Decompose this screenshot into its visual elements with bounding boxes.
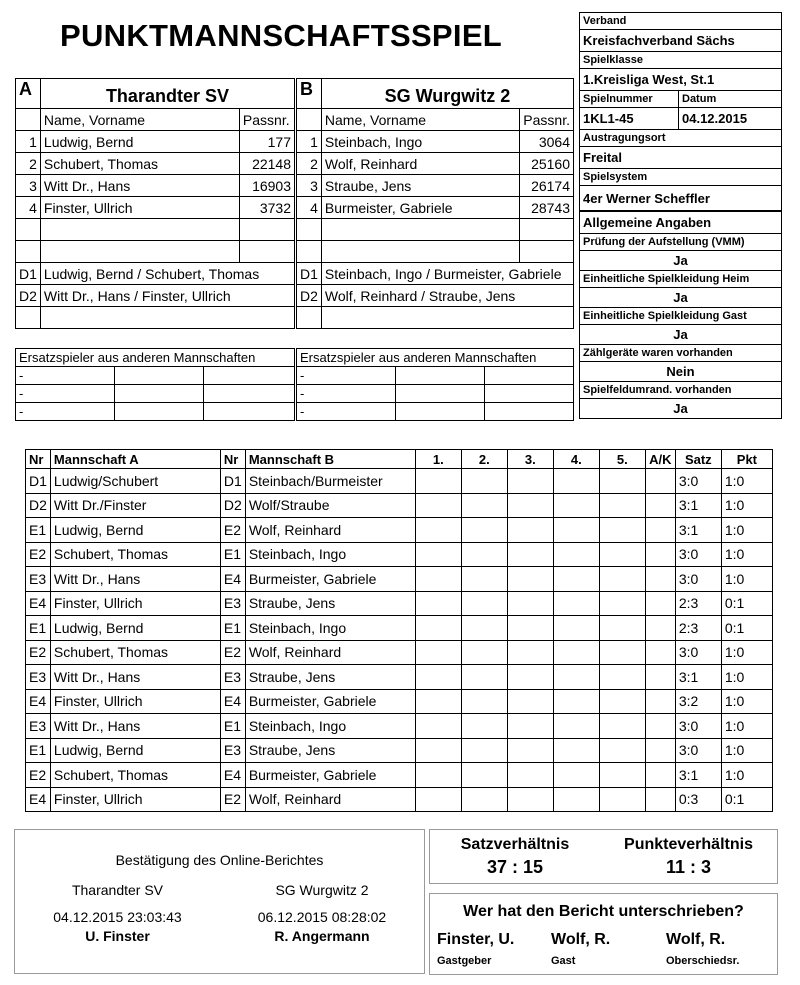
table-row: 2 Wolf, Reinhard 25160 [297,153,574,175]
match-satz: 3:0 [675,714,721,739]
set-3 [507,640,553,665]
set-2 [461,689,507,714]
set-4 [553,469,599,494]
ak [645,542,675,567]
set-4 [553,738,599,763]
set-1 [415,493,461,518]
match-pkt: 1:0 [721,518,772,543]
ersatz-a-table: Ersatzspieler aus anderen Mannschaften - - - [15,348,295,421]
match-satz: 2:3 [675,616,721,641]
table-row [26,763,773,788]
ak [645,787,675,812]
match-nr-a: E4 [26,689,51,714]
match-pkt: 1:0 [721,714,772,739]
doubles-pair: Steinbach, Ingo / Burmeister, Gabriele [321,263,573,285]
table-row [26,542,773,567]
signatures-title: Wer hat den Bericht unterschrieben? [463,903,744,920]
match-nr-b: E1 [220,714,245,739]
set-5 [599,518,645,543]
match-nr-a: E1 [26,738,51,763]
set-1 [415,518,461,543]
player-pass: 26174 [520,175,574,197]
ak [645,665,675,690]
datum-label: Datum [679,91,782,108]
team-b-table [296,78,574,329]
set-3 [507,469,553,494]
confirm-time-b: 06.12.2015 08:28:02 [257,909,387,925]
player-name: Burmeister, Gabriele [321,197,519,219]
role-1: Gastgeber [437,955,492,967]
set-1 [415,689,461,714]
match-player-b: Wolf/Straube [245,493,415,518]
match-pkt: 1:0 [721,469,772,494]
match-satz: 3:2 [675,689,721,714]
ak [645,714,675,739]
set-5 [599,787,645,812]
system-value: 4er Werner Scheffler [580,186,782,212]
player-pass: 25160 [520,153,574,175]
match-pkt: 1:0 [721,665,772,690]
set-5 [599,591,645,616]
match-nr-b: E3 [220,665,245,690]
set-3 [507,493,553,518]
set-5 [599,763,645,788]
table-row: 3 Witt Dr., Hans 16903 [16,175,295,197]
match-player-a: Witt Dr., Hans [50,567,220,592]
match-satz: 3:1 [675,518,721,543]
set-4 [553,591,599,616]
player-name: Finster, Ullrich [40,197,239,219]
match-nr-b: E2 [220,787,245,812]
player-name: Ludwig, Bernd [40,131,239,153]
set-3 [507,542,553,567]
match-player-b: Steinbach/Burmeister [245,469,415,494]
team-a-table [15,78,295,329]
match-player-a: Finster, Ullrich [50,591,220,616]
set-2 [461,542,507,567]
matches-table [25,449,773,812]
set-2 [461,763,507,788]
punkte-total: 11 : 3 [665,857,712,877]
match-player-b: Straube, Jens [245,591,415,616]
match-satz: 3:1 [675,665,721,690]
allgemein-heading: Allgemeine Angaben [580,211,782,234]
team-a-name: Tharandter SV [40,79,294,109]
player-pass: 22148 [239,153,294,175]
set-3 [507,689,553,714]
match-nr-b: E3 [220,738,245,763]
system-label: Spielsystem [580,169,782,186]
match-nr-b: E1 [220,616,245,641]
match-satz: 3:0 [675,542,721,567]
player-name: Straube, Jens [321,175,519,197]
ak [645,591,675,616]
player-pass: 3732 [239,197,294,219]
match-nr-a: E3 [26,665,51,690]
set-1 [415,591,461,616]
table-row [26,591,773,616]
signer-1: Finster, U. [437,931,515,948]
col-pass-header: Passnr. [239,109,294,131]
match-info-panel [579,12,782,419]
table-row [26,714,773,739]
spielklasse-label: Spielklasse [580,52,782,69]
set-5 [599,567,645,592]
match-nr-b: E1 [220,542,245,567]
match-player-a: Ludwig/Schubert [50,469,220,494]
table-row [26,469,773,494]
ak [645,616,675,641]
match-satz: 3:1 [675,493,721,518]
match-nr-a: E4 [26,787,51,812]
set-3 [507,591,553,616]
set-4 [553,665,599,690]
set-5 [599,542,645,567]
role-2: Gast [551,955,576,967]
set-2 [461,493,507,518]
set-4 [553,714,599,739]
match-pkt: 1:0 [721,763,772,788]
table-row: 4 Burmeister, Gabriele 28743 [297,197,574,219]
set-2 [461,591,507,616]
match-satz: 3:0 [675,567,721,592]
match-nr-b: E2 [220,518,245,543]
match-nr-b: D2 [220,493,245,518]
table-row: 4 Finster, Ullrich 3732 [16,197,295,219]
ersatz-a-label: Ersatzspieler aus anderen Mannschaften [16,349,295,367]
ak [645,689,675,714]
table-row: 1 Steinbach, Ingo 3064 [297,131,574,153]
set-1 [415,665,461,690]
match-player-b: Straube, Jens [245,738,415,763]
match-nr-a: E2 [26,640,51,665]
player-pass: 16903 [239,175,294,197]
match-pkt: 1:0 [721,689,772,714]
set-1 [415,640,461,665]
table-row: 3 Straube, Jens 26174 [297,175,574,197]
confirm-person-b: R. Angermann [274,928,370,944]
set-1 [415,763,461,788]
match-pkt: 0:1 [721,787,772,812]
team-b-name: SG Wurgwitz 2 [321,79,573,109]
match-nr-b: D1 [220,469,245,494]
confirm-person-a: U. Finster [85,928,150,944]
set-2 [461,567,507,592]
table-row: 1 Ludwig, Bernd 177 [16,131,295,153]
match-player-a: Schubert, Thomas [50,640,220,665]
set-3 [507,665,553,690]
role-3: Oberschiedsr. [666,955,740,967]
match-nr-b: E4 [220,567,245,592]
match-nr-b: E3 [220,591,245,616]
table-row: D2 Wolf, Reinhard / Straube, Jens [297,285,574,307]
set-4 [553,763,599,788]
q5-label: Spielfeldumrand. vorhanden [580,382,782,399]
match-satz: 3:0 [675,640,721,665]
set-2 [461,616,507,641]
set-4 [553,493,599,518]
match-satz: 3:0 [675,738,721,763]
set-5 [599,493,645,518]
match-player-a: Ludwig, Bernd [50,738,220,763]
match-nr-a: D1 [26,469,51,494]
doubles-pair: Wolf, Reinhard / Straube, Jens [321,285,573,307]
set-2 [461,665,507,690]
player-name: Steinbach, Ingo [321,131,519,153]
confirm-time-a: 04.12.2015 23:03:43 [53,909,182,925]
set-4 [553,542,599,567]
q1-answer: Ja [580,251,782,271]
match-nr-a: D2 [26,493,51,518]
matches-header: Nr Mannschaft A Nr Mannschaft B 1. 2. 3. 4. 5. A/K Satz Pkt [26,450,773,469]
match-satz: 0:3 [675,787,721,812]
team-b-letter: B [297,79,322,109]
set-3 [507,763,553,788]
set-5 [599,738,645,763]
match-player-b: Steinbach, Ingo [245,542,415,567]
table-row [26,689,773,714]
match-nr-a: E3 [26,567,51,592]
set-3 [507,616,553,641]
q2-label: Einheitliche Spielkleidung Heim [580,271,782,288]
match-nr-a: E1 [26,616,51,641]
ak [645,640,675,665]
match-player-a: Witt Dr., Hans [50,714,220,739]
match-player-a: Witt Dr./Finster [50,493,220,518]
set-2 [461,640,507,665]
set-1 [415,787,461,812]
table-row [26,738,773,763]
match-player-a: Finster, Ullrich [50,689,220,714]
set-1 [415,616,461,641]
ak [645,763,675,788]
set-5 [599,469,645,494]
col-pass-header: Passnr. [520,109,574,131]
match-pkt: 0:1 [721,591,772,616]
set-3 [507,518,553,543]
match-player-b: Burmeister, Gabriele [245,689,415,714]
q3-label: Einheitliche Spielkleidung Gast [580,308,782,325]
set-5 [599,714,645,739]
q2-answer: Ja [580,288,782,308]
ak [645,493,675,518]
ort-value: Freital [580,147,782,169]
player-name: Witt Dr., Hans [40,175,239,197]
match-pkt: 0:1 [721,616,772,641]
match-pkt: 1:0 [721,493,772,518]
set-1 [415,542,461,567]
signer-2: Wolf, R. [551,931,611,948]
ak [645,738,675,763]
satz-label: Satzverhältnis [460,836,570,853]
player-name: Wolf, Reinhard [321,153,519,175]
set-5 [599,665,645,690]
table-row [26,518,773,543]
set-2 [461,518,507,543]
player-pass: 177 [239,131,294,153]
ak [645,518,675,543]
ersatz-b-label: Ersatzspieler aus anderen Mannschaften [297,349,574,367]
set-2 [461,787,507,812]
ersatz-b-table: Ersatzspieler aus anderen Mannschaften - - - [296,348,574,421]
datum-value: 04.12.2015 [679,108,782,130]
match-nr-b: E4 [220,763,245,788]
table-row [26,616,773,641]
match-satz: 2:3 [675,591,721,616]
match-player-a: Witt Dr., Hans [50,665,220,690]
set-3 [507,738,553,763]
table-row [26,665,773,690]
match-nr-a: E2 [26,763,51,788]
set-4 [553,787,599,812]
confirm-team-a: Tharandter SV [71,882,164,898]
match-nr-a: E3 [26,714,51,739]
set-4 [553,518,599,543]
doubles-pair: Ludwig, Bernd / Schubert, Thomas [40,263,294,285]
ak [645,469,675,494]
set-2 [461,738,507,763]
match-pkt: 1:0 [721,640,772,665]
page-title: PUNKTMANNSCHAFTSSPIEL [60,18,503,53]
signatures-box [429,893,778,975]
table-row: D1 Ludwig, Bernd / Schubert, Thomas [16,263,295,285]
match-player-b: Steinbach, Ingo [245,616,415,641]
signer-3: Wolf, R. [666,931,726,948]
confirmation-box [14,829,425,974]
set-3 [507,787,553,812]
set-5 [599,640,645,665]
team-a-letter: A [16,79,41,109]
match-player-a: Ludwig, Bernd [50,518,220,543]
match-pkt: 1:0 [721,738,772,763]
table-row [26,567,773,592]
set-4 [553,640,599,665]
match-satz: 3:1 [675,763,721,788]
match-player-b: Wolf, Reinhard [245,640,415,665]
match-player-b: Burmeister, Gabriele [245,567,415,592]
doubles-pair: Witt Dr., Hans / Finster, Ullrich [40,285,294,307]
table-row: D2 Witt Dr., Hans / Finster, Ullrich [16,285,295,307]
table-row [26,640,773,665]
match-player-b: Steinbach, Ingo [245,714,415,739]
ak [645,567,675,592]
spielnummer-label: Spielnummer [580,91,679,108]
set-1 [415,714,461,739]
verband-label: Verband [580,13,782,30]
match-player-a: Ludwig, Bernd [50,616,220,641]
ort-label: Austragungsort [580,130,782,147]
match-player-b: Wolf, Reinhard [245,787,415,812]
set-4 [553,689,599,714]
spielklasse-value: 1.Kreisliga West, St.1 [580,69,782,91]
table-row [26,787,773,812]
table-row: 2 Schubert, Thomas 22148 [16,153,295,175]
match-nr-a: E2 [26,542,51,567]
confirmation-title: Bestätigung des Online-Berichtes [115,852,324,868]
set-2 [461,469,507,494]
match-pkt: 1:0 [721,567,772,592]
confirm-team-b: SG Wurgwitz 2 [275,882,369,898]
set-4 [553,567,599,592]
set-1 [415,469,461,494]
satz-total: 37 : 15 [486,857,544,877]
q3-answer: Ja [580,325,782,345]
q4-label: Zählgeräte waren vorhanden [580,345,782,362]
set-5 [599,616,645,641]
match-pkt: 1:0 [721,542,772,567]
set-4 [553,616,599,641]
match-player-b: Wolf, Reinhard [245,518,415,543]
q4-answer: Nein [580,362,782,382]
match-player-a: Finster, Ullrich [50,787,220,812]
match-nr-b: E4 [220,689,245,714]
set-1 [415,738,461,763]
verband-value: Kreisfachverband Sächs [580,30,782,52]
totals-box [429,829,778,884]
table-row [26,493,773,518]
match-player-a: Schubert, Thomas [50,542,220,567]
player-pass: 28743 [520,197,574,219]
match-player-a: Schubert, Thomas [50,763,220,788]
match-player-b: Burmeister, Gabriele [245,763,415,788]
match-player-b: Straube, Jens [245,665,415,690]
set-3 [507,714,553,739]
col-name-header: Name, Vorname [321,109,519,131]
set-5 [599,689,645,714]
match-nr-b: E2 [220,640,245,665]
set-1 [415,567,461,592]
q5-answer: Ja [580,399,782,419]
set-3 [507,567,553,592]
col-name-header: Name, Vorname [40,109,239,131]
match-nr-a: E4 [26,591,51,616]
spielnummer-value: 1KL1-45 [580,108,679,130]
player-name: Schubert, Thomas [40,153,239,175]
set-2 [461,714,507,739]
table-row: D1 Steinbach, Ingo / Burmeister, Gabriele [297,263,574,285]
q1-label: Prüfung der Aufstellung (VMM) [580,234,782,251]
match-satz: 3:0 [675,469,721,494]
match-nr-a: E1 [26,518,51,543]
punkte-label: Punkteverhältnis [624,836,753,853]
player-pass: 3064 [520,131,574,153]
